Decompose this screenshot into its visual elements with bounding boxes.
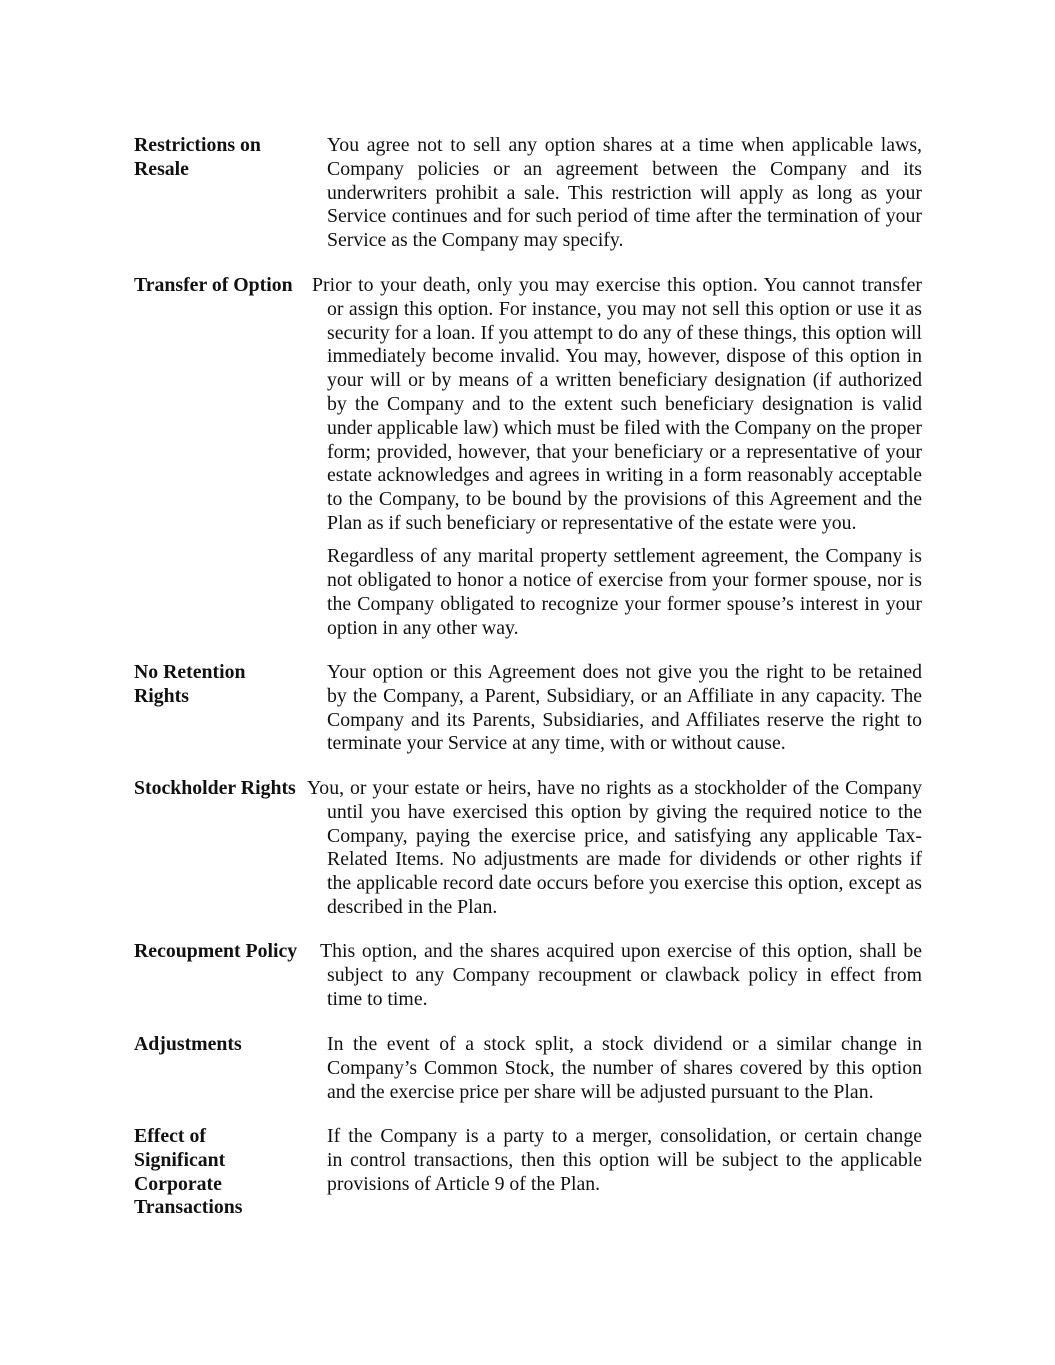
section-label xyxy=(134,274,324,298)
body-line: security for a loan. If you attempt to do any of these things, this option will xyxy=(327,321,922,344)
body-line: Plan as if such beneficiary or representative of the estate were you. xyxy=(327,511,857,534)
paragraph xyxy=(320,940,922,1011)
section-body xyxy=(312,274,922,641)
section-body xyxy=(327,134,922,253)
body-line: and the exercise price per share will be adjusted pursuant to the Plan. xyxy=(327,1080,874,1103)
paragraph xyxy=(307,777,922,920)
paragraph xyxy=(312,274,922,536)
body-line: the applicable record date occurs before you exercise this option, except as xyxy=(327,872,922,895)
body-line: Company, paying the exercise price, and satisfying any applicable Tax- xyxy=(327,824,922,847)
body-line: You agree not to sell any option shares at a time when applicable laws, xyxy=(327,134,922,156)
label-line: Significant xyxy=(134,1148,226,1171)
section-body xyxy=(327,661,922,756)
body-line: Service as the Company may specify. xyxy=(327,229,624,252)
body-line: time to time. xyxy=(327,987,428,1010)
section-label xyxy=(134,940,324,964)
body-line: This option, and the shares acquired upon exercise of this option, shall be xyxy=(320,940,922,962)
label-line: Recoupment Policy xyxy=(134,940,298,962)
body-line: In the event of a stock split, a stock dividend or a similar change in xyxy=(327,1033,922,1055)
label-line: Transfer of Option xyxy=(134,274,293,296)
label-line: No Retention xyxy=(134,661,246,683)
label-line: Transactions xyxy=(134,1196,243,1219)
section-label xyxy=(134,1033,324,1057)
section-body xyxy=(327,1125,922,1196)
body-line: by the Company and to the extent such beneficiary designation is valid xyxy=(327,392,922,415)
body-line: Company policies or an agreement between the Company and its xyxy=(327,157,922,180)
body-line: You, or your estate or heirs, have no rights as a stockholder of the Company xyxy=(307,777,922,799)
section-label xyxy=(134,1125,324,1220)
body-line: provisions of Article 9 of the Plan. xyxy=(327,1172,601,1195)
body-line: in control transactions, then this option will be subject to the applicable xyxy=(327,1148,922,1171)
section-label xyxy=(134,777,324,801)
section-body xyxy=(307,777,922,920)
body-line: estate acknowledges and agrees in writing in a form reasonably acceptable xyxy=(327,464,922,487)
body-line: not obligated to honor a notice of exercise from your former spouse, nor is xyxy=(327,569,922,592)
body-line: until you have exercised this option by giving the required notice to the xyxy=(327,800,922,823)
section-body xyxy=(327,1033,922,1104)
body-line: Service continues and for such period of time after the termination of your xyxy=(327,205,922,228)
body-line: Prior to your death, only you may exercise this option. You cannot transfer xyxy=(312,274,922,296)
body-line: to the Company, to be bound by the provisions of this Agreement and the xyxy=(327,488,922,511)
body-line: underwriters prohibit a sale. This restriction will apply as long as your xyxy=(327,181,922,204)
body-line: immediately become invalid. You may, however, dispose of this option in xyxy=(327,345,922,368)
body-line: the Company obligated to recognize your former spouse’s interest in your xyxy=(327,592,922,615)
paragraph xyxy=(327,545,922,640)
label-line: Corporate xyxy=(134,1172,222,1195)
body-line: terminate your Service at any time, with or without cause. xyxy=(327,732,786,755)
body-line: Related Items. No adjustments are made for dividends or other rights if xyxy=(327,848,922,871)
label-line: Adjustments xyxy=(134,1033,242,1055)
body-line: by the Company, a Parent, Subsidiary, or an Affiliate in any capacity. The xyxy=(327,684,922,707)
body-line: If the Company is a party to a merger, consolidation, or certain change xyxy=(327,1125,922,1147)
body-line: described in the Plan. xyxy=(327,895,498,918)
body-line: Regardless of any marital property settlement agreement, the Company is xyxy=(327,545,922,568)
body-line: subject to any Company recoupment or clawback policy in effect from xyxy=(327,963,922,986)
section-label xyxy=(134,661,324,709)
paragraph xyxy=(327,134,922,253)
paragraph xyxy=(327,1033,922,1104)
body-line: under applicable law) which must be filed with the Company on the proper xyxy=(327,416,922,439)
body-line: your will or by means of a written beneficiary designation (if authorized xyxy=(327,369,922,392)
paragraph xyxy=(327,1125,922,1196)
label-line: Effect of xyxy=(134,1125,206,1147)
label-line: Rights xyxy=(134,684,189,707)
body-line: option in any other way. xyxy=(327,616,519,639)
body-line: Your option or this Agreement does not give you the right to be retained xyxy=(327,661,922,683)
section-label xyxy=(134,134,324,182)
body-line: form; provided, however, that your beneficiary or a representative of your xyxy=(327,440,922,463)
label-line: Resale xyxy=(134,157,189,180)
section-body xyxy=(320,940,922,1011)
label-line: Restrictions on xyxy=(134,134,261,156)
label-line: Stockholder Rights xyxy=(134,777,296,799)
paragraph xyxy=(327,661,922,756)
body-line: Company’s Common Stock, the number of shares covered by this option xyxy=(327,1056,922,1079)
body-line: Company and its Parents, Subsidiaries, and Affiliates reserve the right to xyxy=(327,708,922,731)
body-line: or assign this option. For instance, you may not sell this option or use it as xyxy=(327,297,922,320)
